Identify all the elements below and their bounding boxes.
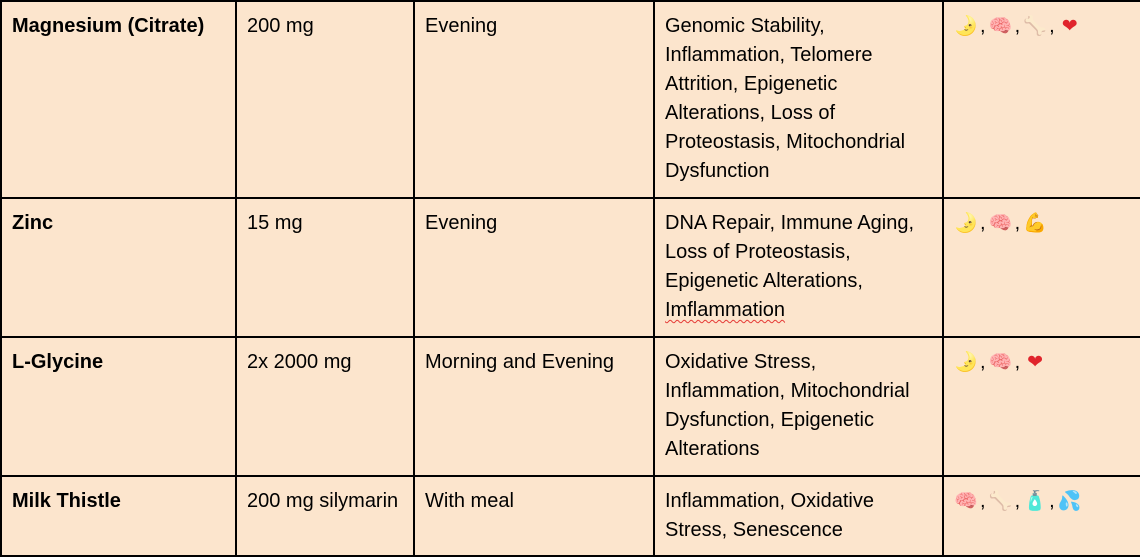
supplement-name-cell[interactable]: L-Glycine (1, 337, 236, 476)
droplets-icon: 💦 (1057, 490, 1082, 512)
table-row (1, 476, 1140, 556)
timing-cell[interactable]: Morning and Evening (414, 337, 654, 476)
icon-separator: , (1014, 490, 1021, 512)
misspelled-word[interactable]: Imflammation (665, 299, 786, 321)
dose-cell[interactable]: 200 mg silymarin (236, 476, 414, 556)
icon-separator: , (980, 15, 986, 37)
benefit-icons-cell[interactable] (943, 337, 1140, 476)
benefit-icons-cell[interactable] (943, 1, 1140, 198)
brain-icon: 🧠 (988, 212, 1013, 234)
dose-cell[interactable]: 15 mg (236, 198, 414, 337)
dose-cell[interactable]: 200 mg (236, 1, 414, 198)
table-row (1, 198, 1140, 337)
supplement-name-cell[interactable]: Magnesium (Citrate) (1, 1, 236, 198)
hallmarks-cell[interactable]: Inflammation, Oxidative Stress, Senescence (654, 476, 943, 556)
icon-separator: , (980, 490, 986, 512)
icon-separator: , (980, 212, 986, 234)
bone-icon: 🦴 (988, 490, 1013, 512)
bone-icon: 🦴 (1023, 15, 1047, 37)
icon-separator: , (1049, 15, 1055, 37)
benefit-icons-cell[interactable] (943, 198, 1140, 337)
heart-icon: ❤ (1061, 15, 1078, 37)
hallmarks-cell[interactable]: Genomic Stability, Inflammation, Telomere Attrition, Epigenetic Alterations, Loss of Proteostasis, Mitochondrial Dysfunction (654, 1, 943, 198)
brain-icon: 🧠 (988, 15, 1013, 37)
icon-separator: , (1014, 212, 1021, 234)
heart-icon: ❤ (1027, 351, 1044, 373)
icon-separator: , (1049, 490, 1055, 512)
brain-icon: 🧠 (954, 490, 978, 512)
icon-separator: , (980, 351, 986, 373)
timing-cell[interactable]: Evening (414, 198, 654, 337)
timing-cell[interactable]: With meal (414, 476, 654, 556)
moon-icon: 🌛 (954, 351, 978, 373)
benefit-icons-cell[interactable] (943, 476, 1140, 556)
hallmarks-text: DNA Repair, Immune Aging, Loss of Proteostasis, Epigenetic Alterations, (665, 212, 915, 292)
dose-cell[interactable]: 2x 2000 mg (236, 337, 414, 476)
timing-cell[interactable]: Evening (414, 1, 654, 198)
supplement-name-cell[interactable]: Zinc (1, 198, 236, 337)
icon-separator: , (1014, 351, 1021, 373)
moon-icon: 🌛 (954, 212, 978, 234)
moon-icon: 🌛 (954, 15, 978, 37)
icon-separator: , (1014, 15, 1021, 37)
hallmarks-cell[interactable] (654, 198, 943, 337)
table-row (1, 337, 1140, 476)
flexed-biceps-icon: 💪 (1023, 212, 1047, 234)
table-row (1, 1, 1140, 198)
hallmarks-cell[interactable]: Oxidative Stress, Inflammation, Mitochondrial Dysfunction, Epigenetic Alterations (654, 337, 943, 476)
lotion-bottle-icon: 🧴 (1023, 490, 1047, 512)
supplement-name-cell[interactable]: Milk Thistle (1, 476, 236, 556)
brain-icon: 🧠 (988, 351, 1013, 373)
